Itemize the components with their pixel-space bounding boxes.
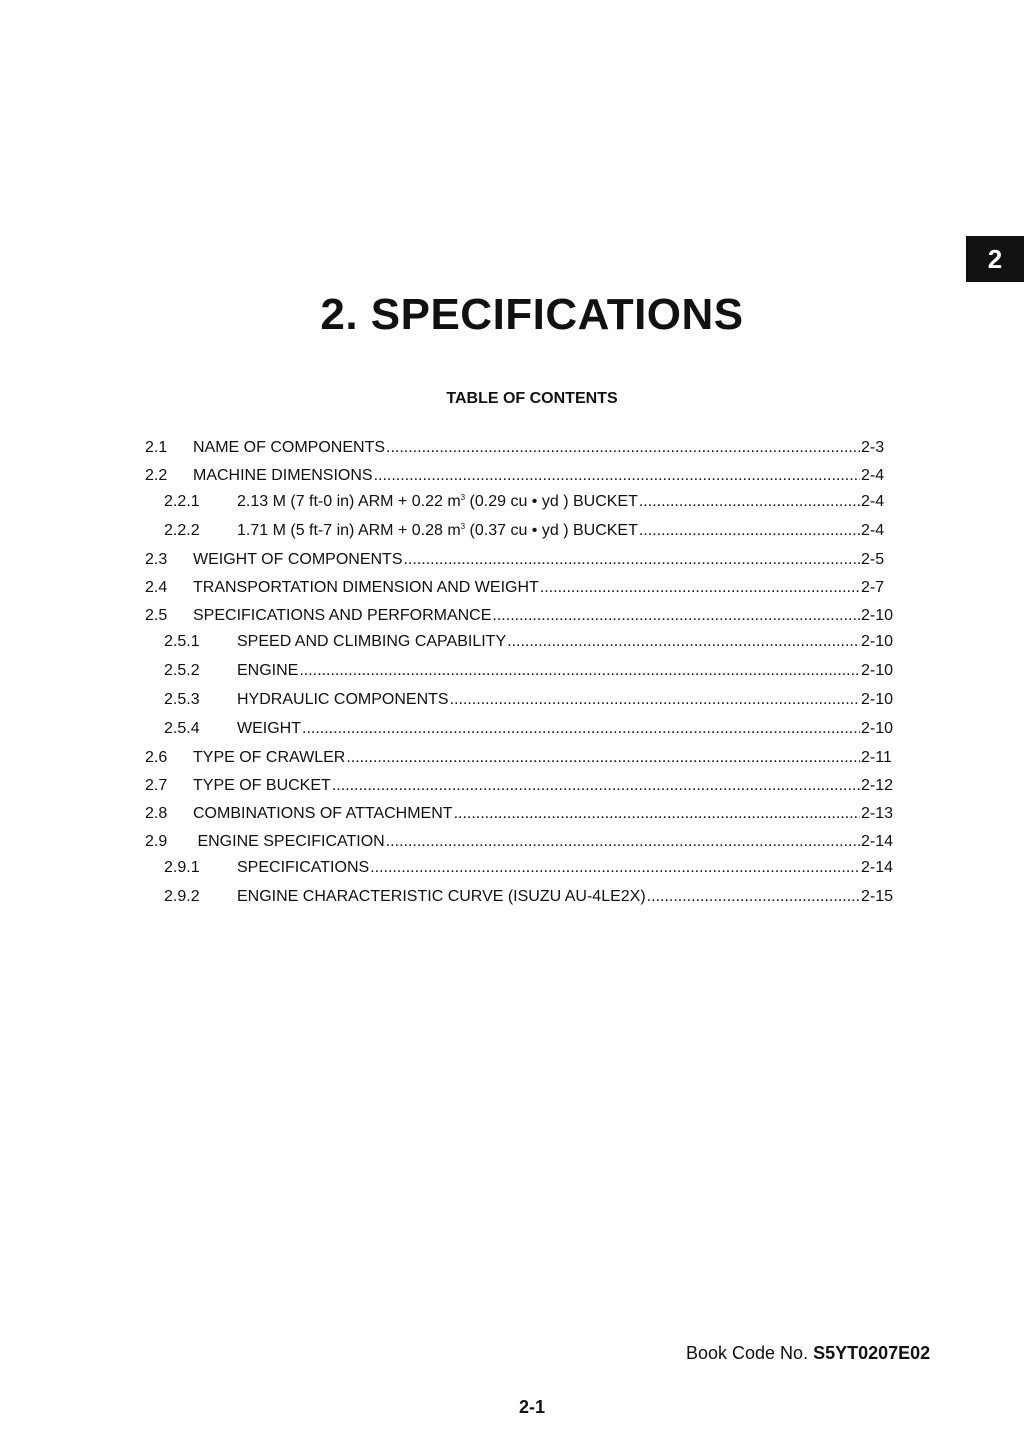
toc-label: COMBINATIONS OF ATTACHMENT	[193, 805, 453, 822]
dot-leader	[302, 719, 860, 739]
toc-page: 2-4	[861, 467, 885, 484]
toc-label: SPEED AND CLIMBING CAPABILITY	[237, 633, 507, 650]
toc-number: 2.6	[145, 749, 168, 766]
dot-leader	[507, 632, 860, 652]
toc-label: ENGINE CHARACTERISTIC CURVE (ISUZU AU-4LE2X)	[237, 888, 646, 905]
dot-leader	[386, 438, 860, 458]
toc-entry-2-3[interactable]	[145, 550, 897, 570]
toc-entry-2-5-2[interactable]	[145, 661, 897, 681]
dot-leader	[374, 466, 860, 486]
dot-leader	[492, 606, 860, 626]
toc-entry-2-2[interactable]	[145, 466, 897, 486]
dot-leader	[639, 492, 860, 512]
toc-label: NAME OF COMPONENTS	[193, 439, 386, 456]
toc-number: 2.5.3	[164, 691, 200, 708]
toc-number: 2.3	[145, 551, 168, 568]
dot-leader	[370, 858, 860, 878]
toc-page: 2-13	[861, 805, 894, 822]
toc-label-part: (0.29 cu • yd ) BUCKET	[465, 493, 638, 510]
toc-label: WEIGHT	[237, 720, 301, 737]
dot-leader	[386, 832, 860, 852]
toc-label: TYPE OF BUCKET	[193, 777, 331, 794]
toc-label	[237, 521, 638, 541]
toc-number: 2.5.2	[164, 662, 200, 679]
dot-leader	[403, 550, 860, 570]
toc-label: SPECIFICATIONS	[237, 859, 370, 876]
toc-page: 2-10	[861, 691, 894, 708]
toc-page: 2-4	[861, 493, 885, 510]
toc-entry-2-7[interactable]	[145, 776, 897, 796]
toc-page: 2-10	[861, 662, 894, 679]
toc-page: 2-10	[861, 607, 894, 624]
toc-entry-2-9-1[interactable]	[145, 858, 897, 878]
chapter-tab: 2	[966, 236, 1024, 282]
toc-label-part: (0.37 cu • yd ) BUCKET	[465, 522, 638, 539]
toc-page: 2-3	[861, 439, 885, 456]
toc-entry-2-8[interactable]	[145, 804, 897, 824]
toc-heading: TABLE OF CONTENTS	[446, 390, 618, 407]
toc-number: 2.9.1	[164, 859, 200, 876]
toc-number: 2.5.1	[164, 633, 200, 650]
toc-page: 2-11	[861, 749, 892, 766]
toc-entry-2-9[interactable]	[145, 832, 897, 852]
toc-page: 2-14	[861, 833, 894, 850]
toc-entry-2-2-1[interactable]	[145, 492, 897, 512]
book-code-value: S5YT0207E02	[813, 1343, 931, 1363]
toc-number: 2.2.1	[164, 493, 200, 510]
dot-leader	[639, 521, 860, 541]
toc-number: 2.4	[145, 579, 168, 596]
toc-entry-2-5-4[interactable]	[145, 719, 897, 739]
toc-label-part: 1.71 M (5 ft-7 in) ARM + 0.28 m	[237, 522, 461, 539]
toc-entry-2-6[interactable]	[145, 748, 897, 768]
page-title: 2. SPECIFICATIONS	[320, 290, 744, 339]
toc-page: 2-14	[861, 859, 894, 876]
toc-number: 2.7	[145, 777, 168, 794]
dot-leader	[450, 690, 860, 710]
toc-entry-2-4[interactable]	[145, 578, 897, 598]
dot-leader	[346, 748, 860, 768]
toc-page: 2-10	[861, 720, 894, 737]
dot-leader	[332, 776, 860, 796]
toc-label: TRANSPORTATION DIMENSION AND WEIGHT	[193, 579, 539, 596]
dot-leader	[454, 804, 860, 824]
toc-number: 2.9	[145, 833, 168, 850]
dot-leader	[540, 578, 860, 598]
toc-label: ENGINE SPECIFICATION	[193, 833, 385, 850]
dot-leader	[299, 661, 860, 681]
toc-page: 2-10	[861, 633, 894, 650]
table-of-contents	[145, 438, 897, 907]
toc-entry-2-9-2[interactable]	[145, 887, 897, 907]
toc-entry-2-2-2[interactable]	[145, 521, 897, 541]
toc-entry-2-5[interactable]	[145, 606, 897, 626]
toc-label: HYDRAULIC COMPONENTS	[237, 691, 449, 708]
toc-page: 2-15	[861, 888, 894, 905]
page-number: 2-1	[518, 1397, 545, 1417]
toc-label: TYPE OF CRAWLER	[193, 749, 346, 766]
superscript-3: 3	[460, 493, 466, 502]
toc-number: 2.2.2	[164, 522, 200, 539]
toc-number: 2.5.4	[164, 720, 200, 737]
toc-label: ENGINE	[237, 662, 299, 679]
toc-number: 2.1	[145, 439, 168, 456]
toc-page: 2-4	[861, 522, 885, 539]
toc-number: 2.5	[145, 607, 168, 624]
dot-leader	[647, 887, 860, 907]
toc-page: 2-5	[861, 551, 885, 568]
toc-label	[237, 492, 638, 512]
toc-label: SPECIFICATIONS AND PERFORMANCE	[193, 607, 492, 624]
toc-page: 2-7	[861, 579, 885, 596]
book-code-label: Book Code No.	[686, 1343, 814, 1363]
toc-page: 2-12	[861, 777, 894, 794]
toc-entry-2-5-3[interactable]	[145, 690, 897, 710]
toc-entry-2-5-1[interactable]	[145, 632, 897, 652]
toc-label: WEIGHT OF COMPONENTS	[193, 551, 403, 568]
toc-number: 2.2	[145, 467, 168, 484]
toc-label: MACHINE DIMENSIONS	[193, 467, 373, 484]
toc-number: 2.9.2	[164, 888, 200, 905]
toc-number: 2.8	[145, 805, 168, 822]
toc-label-part: 2.13 M (7 ft-0 in) ARM + 0.22 m	[237, 493, 461, 510]
toc-entry-2-1[interactable]	[145, 438, 897, 458]
book-code	[686, 1343, 930, 1364]
superscript-3: 3	[460, 522, 466, 531]
